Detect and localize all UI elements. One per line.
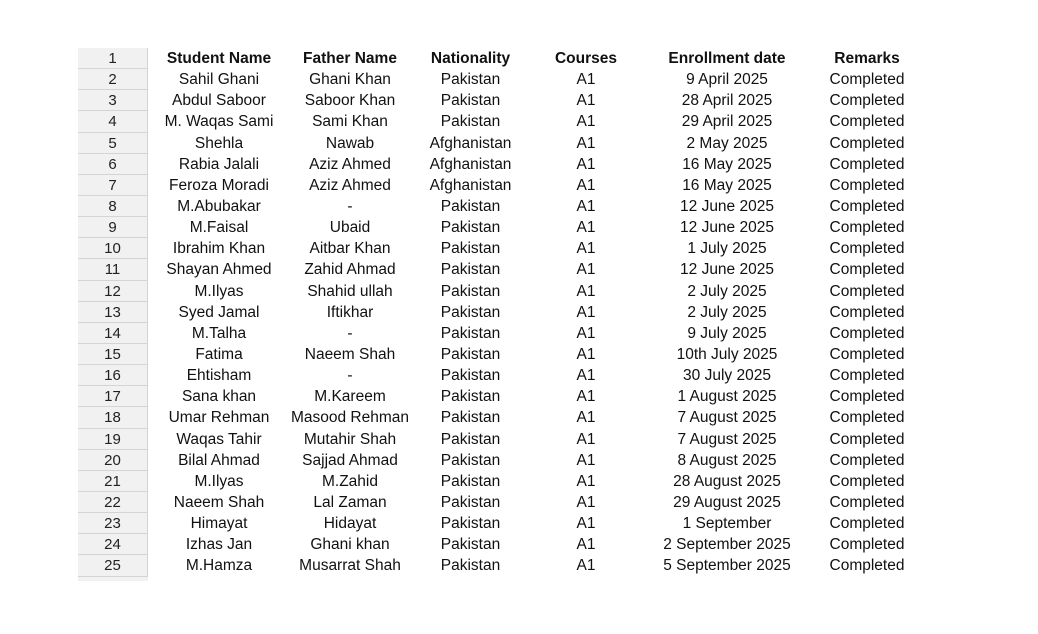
father-name-cell[interactable]: Aziz Ahmed bbox=[309, 176, 391, 194]
student-name-cell[interactable]: Ibrahim Khan bbox=[172, 240, 266, 258]
father-name-cell[interactable]: Zahid Ahmad bbox=[304, 261, 396, 279]
nationality-cell[interactable]: Pakistan bbox=[440, 345, 501, 363]
nationality-cell[interactable]: Afghanistan bbox=[429, 176, 512, 194]
nationality-cell[interactable]: Afghanistan bbox=[429, 134, 512, 152]
row-number[interactable]: 21 bbox=[78, 471, 148, 492]
remarks-cell[interactable]: Completed bbox=[829, 155, 905, 173]
table-row bbox=[78, 386, 958, 407]
remarks-cell[interactable]: Completed bbox=[829, 409, 905, 427]
student-name-cell[interactable]: Bilal Ahmad bbox=[178, 451, 260, 469]
student-name-cell[interactable]: Ehtisham bbox=[186, 367, 252, 385]
header-courses[interactable]: Courses bbox=[554, 50, 618, 67]
table-row bbox=[78, 154, 958, 175]
row-number[interactable]: 3 bbox=[78, 90, 148, 111]
course-cell[interactable]: A1 bbox=[576, 557, 596, 575]
student-name-cell[interactable]: Shayan Ahmed bbox=[166, 261, 272, 279]
row-number[interactable]: 18 bbox=[78, 407, 148, 428]
enrollment-date-cell[interactable]: 2 May 2025 bbox=[686, 134, 768, 152]
remarks-cell[interactable]: Completed bbox=[829, 515, 905, 533]
remarks-cell[interactable]: Completed bbox=[829, 451, 905, 469]
remarks-cell[interactable]: Completed bbox=[829, 557, 905, 575]
student-name-cell[interactable]: Sahil Ghani bbox=[178, 71, 260, 89]
nationality-cell[interactable]: Pakistan bbox=[440, 451, 501, 469]
row-number[interactable]: 5 bbox=[78, 133, 148, 154]
row-number[interactable]: 13 bbox=[78, 302, 148, 323]
table-row bbox=[78, 69, 958, 90]
row-number[interactable]: 4 bbox=[78, 111, 148, 132]
student-name-cell[interactable]: Himayat bbox=[190, 515, 248, 533]
course-cell[interactable]: A1 bbox=[576, 515, 596, 533]
student-name-cell[interactable]: M.Talha bbox=[191, 324, 247, 342]
father-name-cell[interactable]: Shahid ullah bbox=[307, 282, 393, 300]
father-name-cell[interactable]: M.Zahid bbox=[322, 472, 378, 490]
enrollment-date-cell[interactable]: 10th July 2025 bbox=[676, 345, 778, 363]
course-cell[interactable]: A1 bbox=[576, 303, 596, 321]
remarks-cell[interactable]: Completed bbox=[829, 472, 905, 490]
student-name-cell[interactable]: M.Faisal bbox=[189, 219, 249, 237]
remarks-cell[interactable]: Completed bbox=[829, 197, 905, 215]
nationality-cell[interactable]: Pakistan bbox=[440, 472, 501, 490]
row-number[interactable]: 12 bbox=[78, 281, 148, 302]
student-name-cell[interactable]: Fatima bbox=[195, 345, 243, 363]
enrollment-date-cell[interactable]: 12 June 2025 bbox=[680, 219, 774, 237]
course-cell[interactable]: A1 bbox=[576, 261, 596, 279]
remarks-cell[interactable]: Completed bbox=[829, 303, 905, 321]
row-number[interactable]: 11 bbox=[78, 259, 148, 280]
header-student-name[interactable]: Student Name bbox=[166, 50, 272, 67]
father-name-cell[interactable]: Ubaid bbox=[329, 219, 371, 237]
row-number[interactable]: 1 bbox=[78, 48, 148, 69]
table-row bbox=[78, 281, 958, 302]
father-name-cell[interactable]: Masood Rehman bbox=[290, 409, 410, 427]
course-cell[interactable]: A1 bbox=[576, 536, 596, 554]
table-row bbox=[78, 90, 958, 111]
enrollment-date-cell[interactable]: 8 August 2025 bbox=[677, 451, 777, 469]
row-number[interactable]: 19 bbox=[78, 429, 148, 450]
father-name-cell[interactable]: Aitbar Khan bbox=[309, 240, 391, 258]
course-cell[interactable]: A1 bbox=[576, 409, 596, 427]
course-cell[interactable]: A1 bbox=[576, 472, 596, 490]
remarks-cell[interactable]: Completed bbox=[829, 282, 905, 300]
father-name-cell[interactable]: Iftikhar bbox=[326, 303, 374, 321]
row-number[interactable]: 14 bbox=[78, 323, 148, 344]
enrollment-date-cell[interactable]: 1 July 2025 bbox=[687, 240, 767, 258]
enrollment-date-cell[interactable]: 12 June 2025 bbox=[680, 197, 774, 215]
father-name-cell[interactable]: - bbox=[347, 367, 353, 385]
course-cell[interactable]: A1 bbox=[576, 219, 596, 237]
student-name-cell[interactable]: Syed Jamal bbox=[178, 303, 260, 321]
nationality-cell[interactable]: Pakistan bbox=[440, 493, 501, 511]
enrollment-date-cell[interactable]: 12 June 2025 bbox=[680, 261, 774, 279]
course-cell[interactable]: A1 bbox=[576, 430, 596, 448]
nationality-cell[interactable]: Pakistan bbox=[440, 536, 501, 554]
table-row bbox=[78, 196, 958, 217]
student-name-cell[interactable]: Rabia Jalali bbox=[178, 155, 260, 173]
remarks-cell[interactable]: Completed bbox=[829, 261, 905, 279]
father-name-cell[interactable]: Hidayat bbox=[323, 515, 377, 533]
nationality-cell[interactable]: Pakistan bbox=[440, 515, 501, 533]
enrollment-date-cell[interactable]: 16 May 2025 bbox=[682, 176, 772, 194]
remarks-cell[interactable]: Completed bbox=[829, 367, 905, 385]
course-cell[interactable]: A1 bbox=[576, 493, 596, 511]
table-body bbox=[78, 69, 958, 576]
table-row bbox=[78, 555, 958, 576]
row-number[interactable]: 23 bbox=[78, 513, 148, 534]
table-row bbox=[78, 513, 958, 534]
table-row bbox=[78, 534, 958, 555]
nationality-cell[interactable]: Pakistan bbox=[440, 557, 501, 575]
enrollment-date-cell[interactable]: 28 April 2025 bbox=[681, 92, 773, 110]
enrollment-date-cell[interactable]: 5 September 2025 bbox=[663, 557, 791, 575]
enrollment-date-cell[interactable]: 16 May 2025 bbox=[682, 155, 772, 173]
father-name-cell[interactable]: Lal Zaman bbox=[313, 493, 387, 511]
table-row bbox=[78, 217, 958, 238]
course-cell[interactable]: A1 bbox=[576, 155, 596, 173]
course-cell[interactable]: A1 bbox=[576, 134, 596, 152]
father-name-cell[interactable]: - bbox=[347, 324, 353, 342]
student-name-cell[interactable]: Naeem Shah bbox=[173, 493, 265, 511]
father-name-cell[interactable]: Ghani khan bbox=[310, 536, 390, 554]
enrollment-date-cell[interactable]: 2 September 2025 bbox=[663, 536, 791, 554]
row-number[interactable]: 6 bbox=[78, 154, 148, 175]
header-nationality[interactable]: Nationality bbox=[430, 50, 511, 67]
table-row bbox=[78, 365, 958, 386]
row-header-edge bbox=[78, 577, 148, 581]
student-name-cell[interactable]: Umar Rehman bbox=[168, 409, 270, 427]
course-cell[interactable]: A1 bbox=[576, 282, 596, 300]
nationality-cell[interactable]: Pakistan bbox=[440, 261, 501, 279]
student-name-cell[interactable]: Waqas Tahir bbox=[176, 430, 262, 448]
row-number[interactable]: 10 bbox=[78, 238, 148, 259]
course-cell[interactable]: A1 bbox=[576, 113, 596, 131]
row-number[interactable]: 24 bbox=[78, 534, 148, 555]
row-number[interactable]: 9 bbox=[78, 217, 148, 238]
nationality-cell[interactable]: Pakistan bbox=[440, 240, 501, 258]
table-row bbox=[78, 450, 958, 471]
father-name-cell[interactable]: Saboor Khan bbox=[304, 92, 396, 110]
student-name-cell[interactable]: Abdul Saboor bbox=[172, 92, 266, 110]
course-cell[interactable]: A1 bbox=[576, 197, 596, 215]
course-cell[interactable]: A1 bbox=[576, 367, 596, 385]
student-name-cell[interactable]: Shehla bbox=[194, 134, 244, 152]
course-cell[interactable]: A1 bbox=[576, 345, 596, 363]
table-row bbox=[78, 133, 958, 154]
spreadsheet-table bbox=[78, 48, 958, 577]
table-row bbox=[78, 302, 958, 323]
table-row bbox=[78, 238, 958, 259]
nationality-cell[interactable]: Pakistan bbox=[440, 303, 501, 321]
remarks-cell[interactable]: Completed bbox=[829, 388, 905, 406]
nationality-cell[interactable]: Pakistan bbox=[440, 409, 501, 427]
enrollment-date-cell[interactable]: 2 July 2025 bbox=[687, 303, 767, 321]
row-number[interactable]: 22 bbox=[78, 492, 148, 513]
table-row bbox=[78, 175, 958, 196]
father-name-cell[interactable]: Naeem Shah bbox=[304, 345, 396, 363]
nationality-cell[interactable]: Afghanistan bbox=[429, 155, 512, 173]
enrollment-date-cell[interactable]: 28 August 2025 bbox=[673, 472, 781, 490]
row-number[interactable]: 16 bbox=[78, 365, 148, 386]
course-cell[interactable]: A1 bbox=[576, 71, 596, 89]
row-number[interactable]: 8 bbox=[78, 196, 148, 217]
remarks-cell[interactable]: Completed bbox=[829, 430, 905, 448]
nationality-cell[interactable]: Pakistan bbox=[440, 71, 501, 89]
row-number[interactable]: 15 bbox=[78, 344, 148, 365]
row-number[interactable]: 25 bbox=[78, 555, 148, 576]
remarks-cell[interactable]: Completed bbox=[829, 240, 905, 258]
father-name-cell[interactable]: Aziz Ahmed bbox=[309, 155, 391, 173]
father-name-cell[interactable]: Mutahir Shah bbox=[303, 430, 397, 448]
student-name-cell[interactable]: M.Ilyas bbox=[194, 472, 244, 490]
table-row bbox=[78, 492, 958, 513]
table-row bbox=[78, 323, 958, 344]
row-number[interactable]: 20 bbox=[78, 450, 148, 471]
enrollment-date-cell[interactable]: 9 July 2025 bbox=[687, 324, 767, 342]
father-name-cell[interactable]: M.Kareem bbox=[314, 388, 386, 406]
father-name-cell[interactable]: - bbox=[347, 197, 353, 215]
student-name-cell[interactable]: Sana khan bbox=[181, 388, 257, 406]
nationality-cell[interactable]: Pakistan bbox=[440, 388, 501, 406]
course-cell[interactable]: A1 bbox=[576, 324, 596, 342]
course-cell[interactable]: A1 bbox=[576, 240, 596, 258]
remarks-cell[interactable]: Completed bbox=[829, 176, 905, 194]
enrollment-date-cell[interactable]: 1 August 2025 bbox=[677, 388, 777, 406]
enrollment-date-cell[interactable]: 7 August 2025 bbox=[677, 409, 777, 427]
enrollment-date-cell[interactable]: 7 August 2025 bbox=[677, 430, 777, 448]
nationality-cell[interactable]: Pakistan bbox=[440, 113, 501, 131]
nationality-cell[interactable]: Pakistan bbox=[440, 430, 501, 448]
student-name-cell[interactable]: Feroza Moradi bbox=[169, 176, 269, 194]
student-name-cell[interactable]: M.Abubakar bbox=[177, 197, 261, 215]
father-name-cell[interactable]: Sami Khan bbox=[312, 113, 388, 131]
remarks-cell[interactable]: Completed bbox=[829, 219, 905, 237]
remarks-cell[interactable]: Completed bbox=[829, 113, 905, 131]
table-row bbox=[78, 429, 958, 450]
row-number[interactable]: 17 bbox=[78, 386, 148, 407]
row-number[interactable]: 2 bbox=[78, 69, 148, 90]
remarks-cell[interactable]: Completed bbox=[829, 536, 905, 554]
enrollment-date-cell[interactable]: 29 April 2025 bbox=[681, 113, 773, 131]
table-row bbox=[78, 259, 958, 280]
father-name-cell[interactable]: Sajjad Ahmad bbox=[302, 451, 398, 469]
nationality-cell[interactable]: Pakistan bbox=[440, 197, 501, 215]
enrollment-date-cell[interactable]: 29 August 2025 bbox=[673, 493, 781, 511]
father-name-cell[interactable]: Musarrat Shah bbox=[299, 557, 401, 575]
course-cell[interactable]: A1 bbox=[576, 388, 596, 406]
row-number[interactable]: 7 bbox=[78, 175, 148, 196]
table-row bbox=[78, 407, 958, 428]
remarks-cell[interactable]: Completed bbox=[829, 345, 905, 363]
nationality-cell[interactable]: Pakistan bbox=[440, 92, 501, 110]
table-row bbox=[78, 344, 958, 365]
course-cell[interactable]: A1 bbox=[576, 451, 596, 469]
header-enrollment-date[interactable]: Enrollment date bbox=[668, 50, 786, 67]
table-row bbox=[78, 471, 958, 492]
enrollment-date-cell[interactable]: 1 September bbox=[682, 515, 772, 533]
student-name-cell[interactable]: M.Ilyas bbox=[194, 282, 244, 300]
table-row bbox=[78, 111, 958, 132]
course-cell[interactable]: A1 bbox=[576, 176, 596, 194]
nationality-cell[interactable]: Pakistan bbox=[440, 324, 501, 342]
header-remarks[interactable]: Remarks bbox=[834, 50, 900, 67]
student-name-cell[interactable]: M. Waqas Sami bbox=[164, 113, 274, 131]
nationality-cell[interactable]: Pakistan bbox=[440, 282, 501, 300]
enrollment-date-cell[interactable]: 2 July 2025 bbox=[687, 282, 767, 300]
student-name-cell[interactable]: Izhas Jan bbox=[185, 536, 253, 554]
course-cell[interactable]: A1 bbox=[576, 92, 596, 110]
father-name-cell[interactable]: Ghani Khan bbox=[309, 71, 391, 89]
remarks-cell[interactable]: Completed bbox=[829, 92, 905, 110]
student-name-cell[interactable]: M.Hamza bbox=[185, 557, 253, 575]
enrollment-date-cell[interactable]: 9 April 2025 bbox=[686, 71, 768, 89]
remarks-cell[interactable]: Completed bbox=[829, 324, 905, 342]
enrollment-date-cell[interactable]: 30 July 2025 bbox=[683, 367, 771, 385]
remarks-cell[interactable]: Completed bbox=[829, 71, 905, 89]
nationality-cell[interactable]: Pakistan bbox=[440, 367, 501, 385]
nationality-cell[interactable]: Pakistan bbox=[440, 219, 501, 237]
father-name-cell[interactable]: Nawab bbox=[325, 134, 375, 152]
header-father-name[interactable]: Father Name bbox=[303, 50, 397, 67]
remarks-cell[interactable]: Completed bbox=[829, 493, 905, 511]
remarks-cell[interactable]: Completed bbox=[829, 134, 905, 152]
header-row bbox=[78, 48, 958, 69]
